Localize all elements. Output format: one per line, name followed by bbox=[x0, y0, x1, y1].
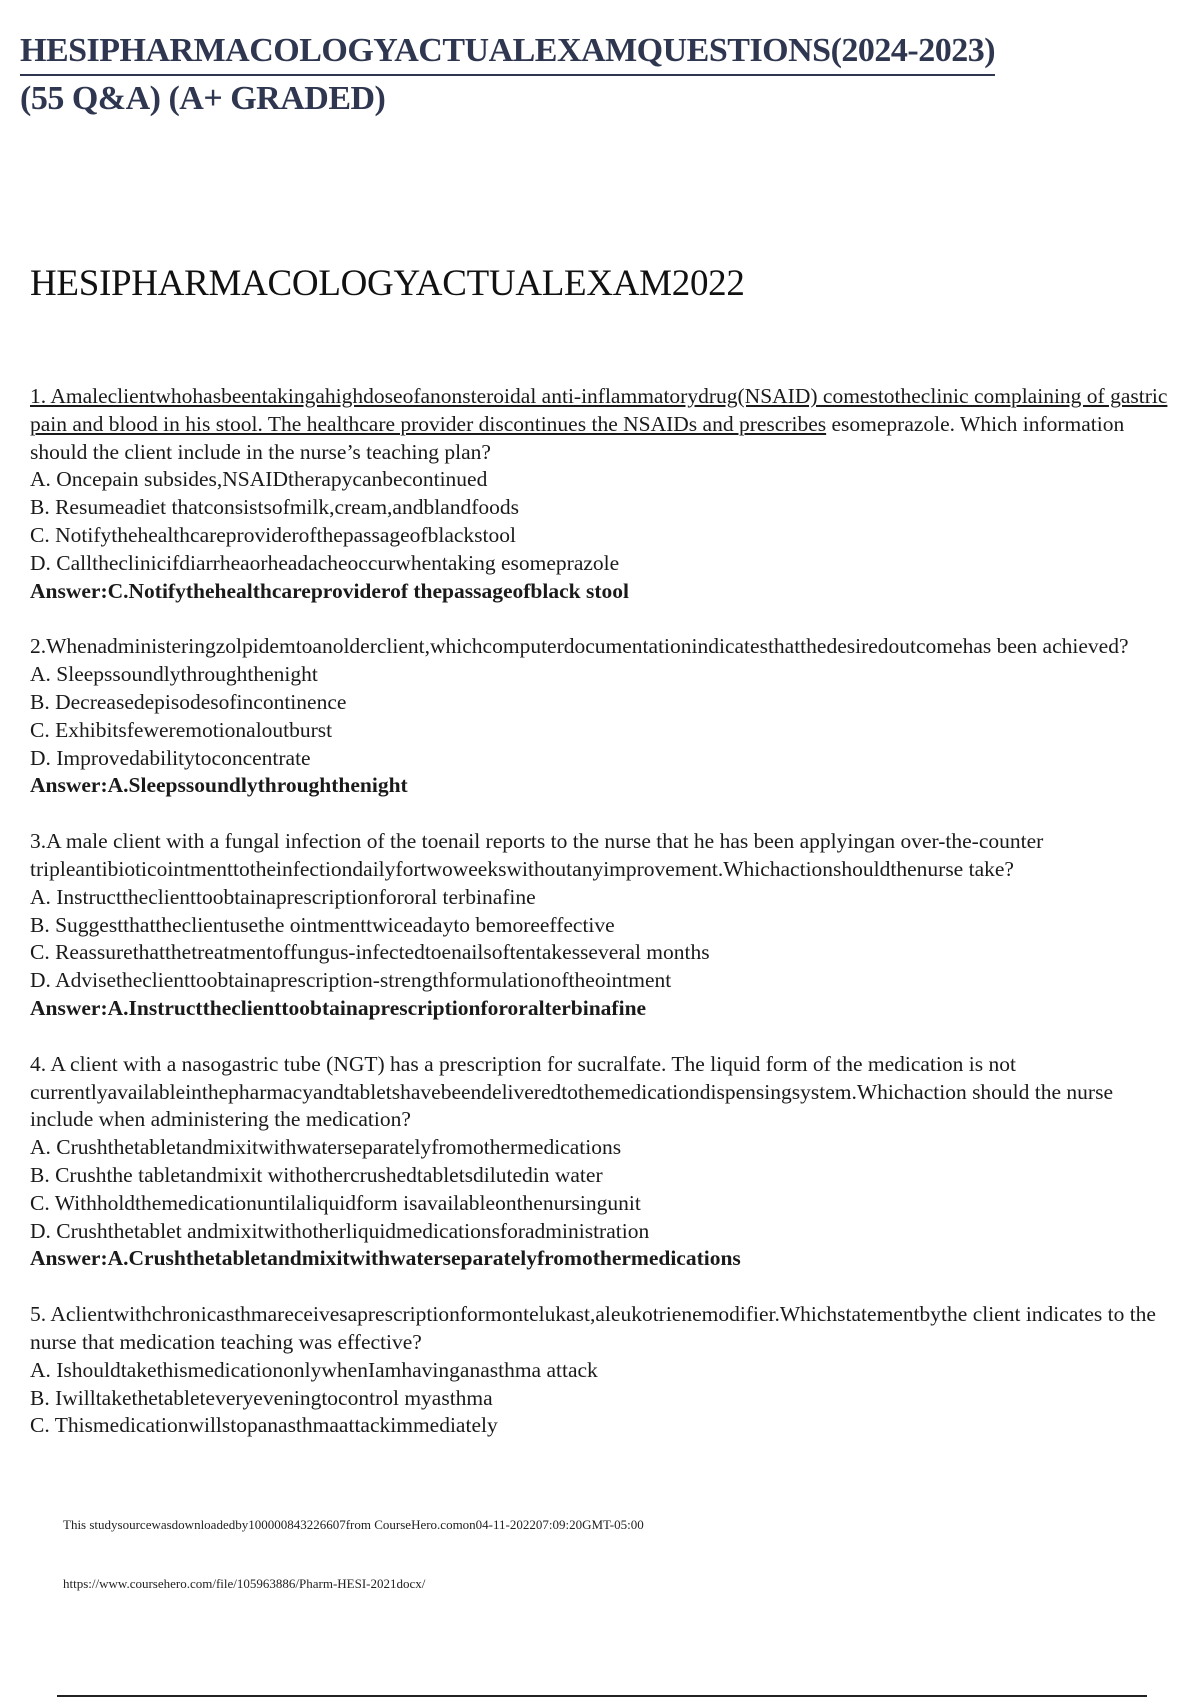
question-4-stem: 4. A client with a nasogastric tube (NGT) has a prescription for sucralfate. The liquid form of the medication is not currentlyavailableinthepharmacyandtabletshavebeendeliveredtothemedicationdispensingsystem.Whichaction should the nurse include when administering the medication? bbox=[30, 1051, 1113, 1132]
question-3-option-d: D. Advisetheclienttoobtainaprescription-strengthformulationoftheointment bbox=[30, 968, 672, 993]
question-5-option-a: A. IshouldtakethismedicationonlywhenIamhavinganasthma attack bbox=[30, 1357, 598, 1382]
question-5-stem: 5. Aclientwithchronicasthmareceivesaprescriptionformontelukast,aleukotrienemodifier.Whichstatementbythe client indicates to the nurse that medication teaching was effective? bbox=[30, 1302, 1156, 1354]
question-3-option-b: B. Suggestthattheclientusethe ointmenttwiceadayto bemoreeffective bbox=[30, 912, 615, 937]
question-5-option-c: C. Thismedicationwillstopanasthmaattackimmediately bbox=[30, 1413, 498, 1438]
question-4-option-d: D. Crushthetablet andmixitwithotherliquidmedicationsforadministration bbox=[30, 1218, 650, 1243]
question-3-option-c: C. Reassurethatthetreatmentoffungus-infectedtoenailsoftentakesseveral months bbox=[30, 940, 710, 965]
question-1-stem bbox=[30, 383, 1175, 466]
question-5-option-b: B. Iwilltakethetableteveryeveningtocontrol myasthma bbox=[30, 1385, 493, 1410]
question-2-option-b: B. Decreasedepisodesofincontinence bbox=[30, 689, 347, 714]
question-1 bbox=[30, 383, 1175, 605]
question-2-answer: Answer:A.Sleepssoundlythroughthenight bbox=[30, 773, 408, 798]
question-2-option-a: A. Sleepssoundlythroughthenight bbox=[30, 662, 318, 687]
question-3-answer: Answer:A.Instructtheclienttoobtainaprescriptionfororalterbinafine bbox=[30, 995, 647, 1020]
source-watermark-line: This studysourcewasdownloadedby100000843226607from CourseHero.comon04-11-202207:09:20GMT-05:00 bbox=[63, 1517, 644, 1532]
question-1-option-c: C. Notifythehealthcareproviderofthepassageofblackstool bbox=[30, 522, 516, 547]
question-1-answer: Answer:C.Notifythehealthcareproviderof thepassageofblack stool bbox=[30, 578, 629, 603]
footer-divider bbox=[57, 1695, 1147, 1697]
source-url-line: https://www.coursehero.com/file/105963886/Pharm-HESI-2021docx/ bbox=[63, 1576, 426, 1591]
question-5 bbox=[30, 1301, 1175, 1440]
question-4 bbox=[30, 1051, 1175, 1273]
question-2 bbox=[30, 633, 1175, 800]
question-2-option-c: C. Exhibitsfeweremotionaloutburst bbox=[30, 717, 333, 742]
question-4-option-a: A. Crushthetabletandmixitwithwaterseparatelyfromothermedications bbox=[30, 1135, 622, 1160]
question-1-option-a: A. Oncepain subsides,NSAIDtherapycanbecontinued bbox=[30, 467, 488, 492]
question-1-option-d: D. Calltheclinicifdiarrheaorheadacheoccurwhentaking esomeprazole bbox=[30, 550, 620, 575]
title-line-2: (55 Q&A) (A+ GRADED) bbox=[20, 80, 386, 117]
question-4-option-c: C. Withholdthemedicationuntilaliquidform isavailableonthenursingunit bbox=[30, 1190, 641, 1215]
question-3-stem: 3.A male client with a fungal infection of the toenail reports to the nurse that he has been applyingan over-the-counter tripleantibioticointmenttotheinfectiondailyfortwoweekswithoutanyimprovement.Whichactionshouldthenurse take? bbox=[30, 829, 1044, 881]
question-2-option-d: D. Improvedabilitytoconcentrate bbox=[30, 745, 311, 770]
question-1-option-b: B. Resumeadiet thatconsistsofmilk,cream,andblandfoods bbox=[30, 495, 520, 520]
question-list bbox=[30, 383, 1175, 1468]
question-2-stem: 2.Whenadministeringzolpidemtoanolderclient,whichcomputerdocumentationindicatesthatthedesiredoutcomehas been achieved? bbox=[30, 634, 1129, 659]
question-4-answer: Answer:A.Crushthetabletandmixitwithwaterseparatelyfromothermedications bbox=[30, 1246, 741, 1271]
question-3 bbox=[30, 828, 1175, 1023]
question-4-option-b: B. Crushthe tabletandmixit withothercrushedtabletsdilutedin water bbox=[30, 1162, 603, 1187]
question-3-option-a: A. Instructtheclienttoobtainaprescriptionfororal terbinafine bbox=[30, 884, 536, 909]
question-1-stem-underlined: 1. Amaleclientwhohasbeentakingahighdoseofanonsteroidal anti-inflammatorydrug(NSAID) comestotheclinic complaining of gastric pain and blood in his stool. The healthcare provider discontinues the NSAIDs and prescribes bbox=[30, 384, 1168, 436]
document-subtitle: HESIPHARMACOLOGYACTUALEXAM2022 bbox=[30, 263, 745, 304]
document-title bbox=[20, 28, 1145, 122]
title-line-1: HESIPHARMACOLOGYACTUALEXAMQUESTIONS(2024-2023) bbox=[20, 28, 995, 76]
question-1-stem-rest: esomeprazole. Which information should the client include in the nurse’s teaching plan? bbox=[30, 411, 1125, 464]
